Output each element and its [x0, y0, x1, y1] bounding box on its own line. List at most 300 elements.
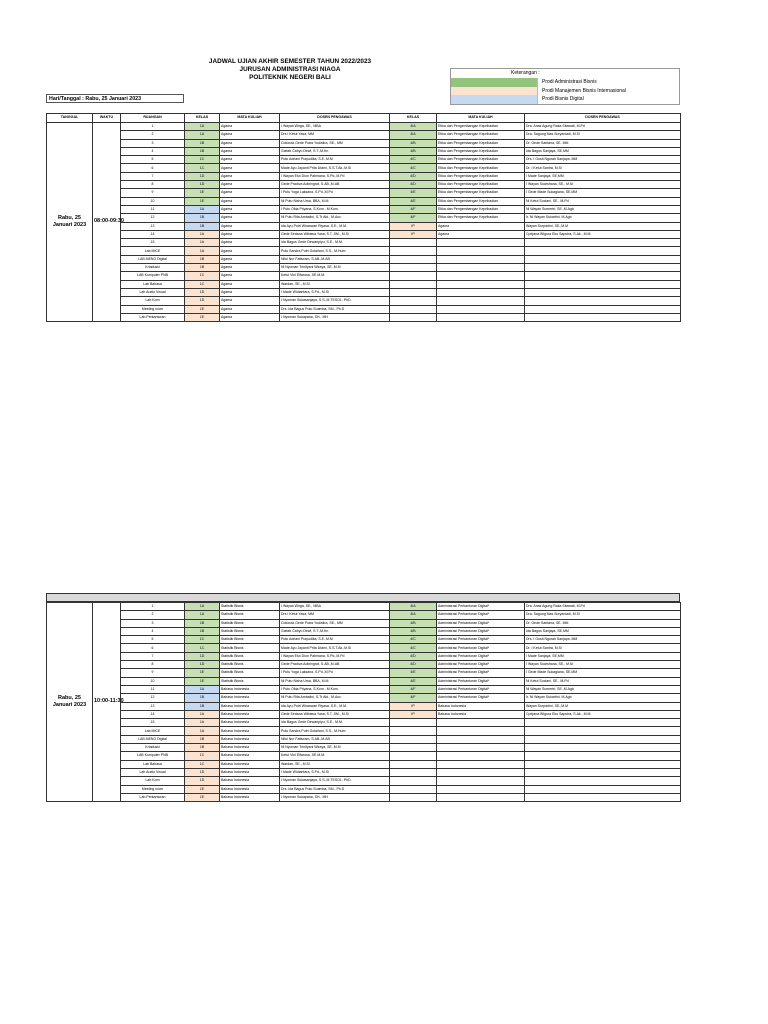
- dosen-cell: Ida Bagus Gede Dewanpiyu, S.E., M.M.: [280, 239, 390, 247]
- table-row: [47, 685, 681, 693]
- dosen-cell: Drs. Ida Bagus Putu Suamba, SM., Ph.D: [280, 305, 390, 313]
- mata-kuliah-cell-2: Etika dan Pengembangan Kepribadian: [437, 131, 525, 139]
- mata-kuliah-cell-2: [437, 752, 525, 760]
- mata-kuliah-cell-2: Bahasa Indonesia: [437, 702, 525, 710]
- kelas-cell: 1E: [185, 793, 220, 801]
- mata-kuliah-cell-2: Agama: [437, 222, 525, 230]
- mata-kuliah-cell: Agama: [220, 272, 280, 280]
- dosen-cell-2: [525, 247, 681, 255]
- mata-kuliah-cell-2: [437, 785, 525, 793]
- dosen-cell-2: Dra. Sagung Mas Suryaniadi, M.Si: [525, 611, 681, 619]
- dosen-cell-2: [525, 768, 681, 776]
- mata-kuliah-cell-2: Etika dan Pengembangan Kepribadian: [437, 147, 525, 155]
- table-row: [47, 255, 681, 263]
- table-row: [47, 752, 681, 760]
- dosen-cell: Ni Putu Rita Ambalini, S.Tr.Akt., M.Acc.: [280, 694, 390, 702]
- room-cell: Kriaduski: [121, 264, 185, 272]
- mata-kuliah-cell-2: Administrasi Perkantoran Digital*: [437, 661, 525, 669]
- table-row: [47, 760, 681, 768]
- kelas-cell-2: 4/F: [390, 694, 437, 702]
- kelas-cell-2: IP: [390, 702, 437, 710]
- room-cell: 8: [121, 181, 185, 189]
- mata-kuliah-cell: Bahasa Indonesia: [220, 793, 280, 801]
- room-cell: 4: [121, 627, 185, 635]
- kelas-cell: 1C: [185, 156, 220, 164]
- mata-kuliah-cell-2: [437, 280, 525, 288]
- room-cell: Lab Bahasa: [121, 760, 185, 768]
- kelas-cell: 1A: [185, 719, 220, 727]
- room-cell: Lab Audio Visual: [121, 768, 185, 776]
- room-cell: Lab MICE: [121, 727, 185, 735]
- room-cell: 12: [121, 214, 185, 222]
- dosen-cell-2: I Made Sanjaya, SE,MM: [525, 172, 681, 180]
- dosen-cell: I Wayan Wirga, SE., MBA: [280, 123, 390, 131]
- dosen-cell: Made Ayu Jayanti Prita Utami, S.S.T.Ak.,M.Si: [280, 164, 390, 172]
- dosen-cell-2: Dr. I Ketut Santra, M.Si: [525, 644, 681, 652]
- dosen-cell: Ni Nyoman Trinityani Wiraya, SE.,M.M: [280, 744, 390, 752]
- dosen-cell: Putu Adriani Prayudika, S.E.,M.M: [280, 636, 390, 644]
- dosen-cell: Ida Ayu Putri Wiraswari Riyasa, S.E., M.M.: [280, 702, 390, 710]
- table-row: [47, 264, 681, 272]
- mata-kuliah-cell-2: Etika dan Pengembangan Kepribadian: [437, 139, 525, 147]
- room-cell: Lab Perkantoran: [121, 793, 185, 801]
- mata-kuliah-cell-2: Etika dan Pengembangan Kepribadian: [437, 189, 525, 197]
- mata-kuliah-cell-2: Administrasi Perkantoran Digital*: [437, 611, 525, 619]
- kelas-cell: 1B: [185, 702, 220, 710]
- kelas-cell: 1A: [185, 710, 220, 718]
- mata-kuliah-cell-2: [437, 305, 525, 313]
- legend-label: Prodi Bisnis Digital: [537, 95, 584, 104]
- header-line-2: JURUSAN ADMINISTRASI NIAGA: [239, 66, 341, 73]
- table-row: [47, 727, 681, 735]
- mata-kuliah-cell-2: Administrasi Perkantoran Digital*: [437, 677, 525, 685]
- mata-kuliah-cell: Agama: [220, 288, 280, 296]
- mata-kuliah-cell: Agama: [220, 181, 280, 189]
- kelas-cell: 1E: [185, 305, 220, 313]
- mata-kuliah-cell: Bahasa Indonesia: [220, 719, 280, 727]
- room-cell: 14: [121, 230, 185, 238]
- mata-kuliah-cell-2: Etika dan Pengembangan Kepribadian: [437, 164, 525, 172]
- mata-kuliah-cell: Agama: [220, 189, 280, 197]
- kelas-cell: 1A: [185, 123, 220, 131]
- dosen-cell-2: Drs. I Gusti Ngurah Sanjaya, MM: [525, 156, 681, 164]
- mata-kuliah-cell-2: Etika dan Pengembangan Kepribadian: [437, 181, 525, 189]
- mata-kuliah-cell: Agama: [220, 280, 280, 288]
- mata-kuliah-cell: Agama: [220, 264, 280, 272]
- dosen-cell: I Putu Okta Priyana, S.Kom., M.Kom.: [280, 685, 390, 693]
- table-row: [47, 156, 681, 164]
- kelas-cell-2: [390, 288, 437, 296]
- room-cell: 5: [121, 636, 185, 644]
- table-row: [47, 305, 681, 313]
- mata-kuliah-cell-2: Etika dan Pengembangan Kepribadian: [437, 172, 525, 180]
- dosen-cell: I Nyoman Sukasanjaya, S.S.,M.TESOL, PhD.: [280, 297, 390, 305]
- mata-kuliah-cell-2: [437, 247, 525, 255]
- table-row: [47, 702, 681, 710]
- kelas-cell: 1C: [185, 636, 220, 644]
- table-row: [47, 288, 681, 296]
- room-cell: 1: [121, 603, 185, 611]
- room-cell: Lab Bahasa: [121, 280, 185, 288]
- room-cell: Lab Audio Visual: [121, 288, 185, 296]
- dosen-cell-2: Ida Bagus Sanjaya, SE,MM: [525, 627, 681, 635]
- kelas-cell-2: 4/B: [390, 619, 437, 627]
- table-row: [47, 230, 681, 238]
- kelas-cell-2: [390, 793, 437, 801]
- room-cell: 4: [121, 147, 185, 155]
- kelas-cell: 1B: [185, 264, 220, 272]
- date-cell: Rabu, 25 Januari 2023: [47, 123, 93, 322]
- mata-kuliah-cell-2: [437, 264, 525, 272]
- mata-kuliah-cell: Agama: [220, 247, 280, 255]
- kelas-cell-2: [390, 777, 437, 785]
- mata-kuliah-cell-2: Etika dan Pengembangan Kepribadian: [437, 205, 525, 213]
- kelas-cell-2: [390, 727, 437, 735]
- legend-label: Prodi Manajemen Bisnis Internasional: [537, 87, 626, 96]
- table-row: [47, 297, 681, 305]
- kelas-cell: 1D: [185, 181, 220, 189]
- room-cell: 1: [121, 123, 185, 131]
- dosen-cell-2: [525, 785, 681, 793]
- dosen-cell-2: Ir. Ni Wayan Sukartini, M.Agb: [525, 694, 681, 702]
- table-row: [47, 189, 681, 197]
- dosen-cell: Ni Putu Nisha Uma, BBA, M.M.: [280, 677, 390, 685]
- mata-kuliah-cell: Bahasa Indonesia: [220, 727, 280, 735]
- table-row: [47, 603, 681, 611]
- mata-kuliah-cell: Statistik Bisnis: [220, 669, 280, 677]
- mata-kuliah-cell: Agama: [220, 156, 280, 164]
- kelas-cell-2: [390, 785, 437, 793]
- kelas-cell: 1A: [185, 131, 220, 139]
- table-row: [47, 139, 681, 147]
- room-cell: 7: [121, 172, 185, 180]
- mata-kuliah-cell: Statistik Bisnis: [220, 677, 280, 685]
- table-row: [47, 652, 681, 660]
- mata-kuliah-cell: Agama: [220, 164, 280, 172]
- legend-item: [450, 87, 680, 96]
- mata-kuliah-cell: Bahasa Indonesia: [220, 760, 280, 768]
- dosen-cell: Gede Pradiva Adiningrat, S.AB.,M.AB: [280, 181, 390, 189]
- kelas-cell: 1E: [185, 189, 220, 197]
- kelas-cell: 1B: [185, 619, 220, 627]
- dosen-cell: I Wayan Wirga, SE., MBA: [280, 603, 390, 611]
- mata-kuliah-cell: Statistik Bisnis: [220, 603, 280, 611]
- column-header: TANGGAL: [47, 114, 93, 123]
- room-cell: 7: [121, 652, 185, 660]
- mata-kuliah-cell-2: Administrasi Perkantoran Digital*: [437, 603, 525, 611]
- kelas-cell-2: 4/C: [390, 156, 437, 164]
- dosen-cell-2: [525, 280, 681, 288]
- mata-kuliah-cell: Agama: [220, 297, 280, 305]
- table-row: [47, 719, 681, 727]
- dosen-cell: Putu Sandra Putri Golariani, S.S., M.Hum.: [280, 727, 390, 735]
- mata-kuliah-cell: Statistik Bisnis: [220, 644, 280, 652]
- dosen-cell-2: I Wayan Suarshana, SE., M.M: [525, 661, 681, 669]
- mata-kuliah-cell-2: [437, 719, 525, 727]
- legend-swatch: [451, 95, 537, 104]
- table-row: [47, 123, 681, 131]
- dosen-cell: Putu Adriani Prayudika, S.E.,M.M: [280, 156, 390, 164]
- dosen-cell: Ketut Vini Elfarosa, SE.M.M.: [280, 272, 390, 280]
- room-cell: 14: [121, 710, 185, 718]
- mata-kuliah-cell: Agama: [220, 214, 280, 222]
- room-cell: 6: [121, 164, 185, 172]
- kelas-cell: 1A: [185, 205, 220, 213]
- kelas-cell-2: 4/F: [390, 214, 437, 222]
- kelas-cell-2: 4/D: [390, 181, 437, 189]
- mata-kuliah-cell-2: [437, 777, 525, 785]
- legend-item: [450, 95, 680, 105]
- room-cell: 11: [121, 685, 185, 693]
- room-cell: LAB Komputer PNB: [121, 272, 185, 280]
- dosen-cell-2: [525, 264, 681, 272]
- mata-kuliah-cell: Bahasa Indonesia: [220, 702, 280, 710]
- mata-kuliah-cell: Statistik Bisnis: [220, 636, 280, 644]
- dosen-cell-2: I Gede Made Sukagiana, SE,MM: [525, 669, 681, 677]
- mata-kuliah-cell-2: Etika dan Pengembangan Kepribadian: [437, 214, 525, 222]
- kelas-cell-2: [390, 735, 437, 743]
- dosen-cell-2: Ni Ketut Suciani, SE., M.Pd: [525, 197, 681, 205]
- room-cell: LAB MENO Digital: [121, 255, 185, 263]
- room-cell: 12: [121, 694, 185, 702]
- dosen-cell: Gabek Cahyo Dewi, S.T.,M.Kn: [280, 627, 390, 635]
- kelas-cell-2: 4/A: [390, 603, 437, 611]
- room-cell: Lab Kom: [121, 297, 185, 305]
- dosen-cell-2: Wayan Surpartini, SE.,M.M: [525, 222, 681, 230]
- dosen-cell-2: Drs. I Gusti Ngurah Sanjaya, MM: [525, 636, 681, 644]
- mata-kuliah-cell-2: [437, 288, 525, 296]
- mata-kuliah-cell: Agama: [220, 239, 280, 247]
- dosen-cell: Ketut Vini Elfarosa, SE.M.M.: [280, 752, 390, 760]
- dosen-cell-2: Ni Wayan Sumertri, SE.,M.Agb: [525, 205, 681, 213]
- kelas-cell: 1C: [185, 280, 220, 288]
- header-line-1: JADWAL UJIAN AKHIR SEMESTER TAHUN 2022/2023: [208, 58, 372, 65]
- table-row: [47, 131, 681, 139]
- kelas-cell: 1B: [185, 627, 220, 635]
- dosen-cell: I Nyoman Sukapana, SH., MH: [280, 793, 390, 801]
- mata-kuliah-cell-2: [437, 735, 525, 743]
- table-row: [47, 768, 681, 776]
- column-header: DOSEN PENGAWAS: [525, 114, 681, 123]
- kelas-cell-2: IP: [390, 710, 437, 718]
- kelas-cell-2: 4/C: [390, 644, 437, 652]
- legend-label: Prodi Administrasi Bisnis: [537, 78, 597, 87]
- kelas-cell-2: [390, 297, 437, 305]
- room-cell: 6: [121, 644, 185, 652]
- dosen-cell: Gede Pradiva Adiningrat, S.AB.,M.AB: [280, 661, 390, 669]
- room-cell: LAB MENO Digital: [121, 735, 185, 743]
- mata-kuliah-cell: Bahasa Indonesia: [220, 768, 280, 776]
- mata-kuliah-cell: Agama: [220, 139, 280, 147]
- mata-kuliah-cell-2: Administrasi Perkantoran Digital*: [437, 669, 525, 677]
- kelas-cell-2: [390, 752, 437, 760]
- mata-kuliah-cell-2: [437, 727, 525, 735]
- room-cell: 2: [121, 131, 185, 139]
- mata-kuliah-cell: Statistik Bisnis: [220, 627, 280, 635]
- kelas-cell: 1B: [185, 735, 220, 743]
- dosen-cell-2: Dra. Anak Agung Raka Sitawati, M.Pd: [525, 123, 681, 131]
- dosen-cell-2: Ni Wayan Sumertri, SE.,M.Agb: [525, 685, 681, 693]
- dosen-cell-2: Ir. Ni Wayan Sukartini, M.Agb: [525, 214, 681, 222]
- dosen-cell: I Nyoman Sukapana, SH., MH: [280, 313, 390, 321]
- table-row: [47, 644, 681, 652]
- dosen-cell: Wardan, SE., M.Si: [280, 760, 390, 768]
- mata-kuliah-cell: Agama: [220, 305, 280, 313]
- column-header: MATA KULIAH: [220, 114, 280, 123]
- dosen-cell: I Made Widiantara, S.Pd., M.Si: [280, 768, 390, 776]
- kelas-cell-2: [390, 305, 437, 313]
- mata-kuliah-cell: Bahasa Indonesia: [220, 694, 280, 702]
- room-cell: Kriaduski: [121, 744, 185, 752]
- dosen-cell: Drs I Ketut Yasa, MM: [280, 131, 390, 139]
- mata-kuliah-cell: Bahasa Indonesia: [220, 744, 280, 752]
- room-cell: Lab MICE: [121, 247, 185, 255]
- kelas-cell: 1E: [185, 669, 220, 677]
- mata-kuliah-cell-2: [437, 297, 525, 305]
- table-row: [47, 785, 681, 793]
- kelas-cell: 1C: [185, 644, 220, 652]
- dosen-cell-2: Ni Ketut Suciani, SE., M.Pd: [525, 677, 681, 685]
- kelas-cell-2: IP: [390, 230, 437, 238]
- kelas-cell: 1B: [185, 694, 220, 702]
- dosen-cell-2: Dra. Anak Agung Raka Sitawati, M.Pd: [525, 603, 681, 611]
- kelas-cell: 1C: [185, 164, 220, 172]
- room-cell: 10: [121, 677, 185, 685]
- kelas-cell-2: [390, 264, 437, 272]
- dosen-cell: I Wayan Eko Dion Pahmana, S.Pd.,M.Pd: [280, 652, 390, 660]
- dosen-cell-2: [525, 719, 681, 727]
- table-row: [47, 636, 681, 644]
- dosen-cell: Drs I Ketut Yasa, MM: [280, 611, 390, 619]
- dosen-cell-2: [525, 272, 681, 280]
- kelas-cell-2: [390, 744, 437, 752]
- room-cell: Meeting room: [121, 305, 185, 313]
- mata-kuliah-cell: Bahasa Indonesia: [220, 710, 280, 718]
- dosen-cell: Cokorda Gede Putra Yudistira, SE., MM: [280, 139, 390, 147]
- table-row: [47, 619, 681, 627]
- kelas-cell-2: 4/A: [390, 611, 437, 619]
- dosen-cell-2: Cpejana Wigura Eko Saputra, S.Ak., M.M.: [525, 710, 681, 718]
- mata-kuliah-cell: Statistik Bisnis: [220, 619, 280, 627]
- room-cell: 8: [121, 661, 185, 669]
- mata-kuliah-cell-2: [437, 744, 525, 752]
- kelas-cell-2: IP: [390, 222, 437, 230]
- schedule-table-session-2: [46, 602, 681, 802]
- room-cell: 3: [121, 139, 185, 147]
- mata-kuliah-cell-2: Administrasi Perkantoran Digital*: [437, 619, 525, 627]
- kelas-cell: 1E: [185, 313, 220, 321]
- mata-kuliah-cell: Agama: [220, 255, 280, 263]
- table-row: [47, 627, 681, 635]
- table-row: [47, 147, 681, 155]
- dosen-cell: Ni Nyoman Trinityani Wiraya, SE.,M.M: [280, 264, 390, 272]
- kelas-cell: 1B: [185, 139, 220, 147]
- kelas-cell-2: 4/D: [390, 172, 437, 180]
- table-row: [47, 313, 681, 321]
- kelas-cell-2: 4/C: [390, 636, 437, 644]
- dosen-cell: I Nyoman Sukasanjaya, S.S.,M.TESOL, PhD.: [280, 777, 390, 785]
- mata-kuliah-cell-2: Etika dan Pengembangan Kepribadian: [437, 156, 525, 164]
- mata-kuliah-cell-2: [437, 255, 525, 263]
- mata-kuliah-cell-2: [437, 239, 525, 247]
- dosen-cell: Gede Sedana Wibawa Yasa, S.T.,SM., M.Si: [280, 710, 390, 718]
- dosen-cell: I Putu Yoga Laksana, S.Pd.,M.Pd: [280, 189, 390, 197]
- kelas-cell: 1D: [185, 288, 220, 296]
- kelas-cell-2: [390, 247, 437, 255]
- dosen-cell-2: [525, 727, 681, 735]
- header-line-3: POLITEKNIK NEGERI BALI: [249, 74, 331, 81]
- legend-item: [450, 78, 680, 87]
- room-cell: 11: [121, 205, 185, 213]
- column-header: MATA KULIAH: [437, 114, 525, 123]
- dosen-cell-2: I Gede Made Sukagiana, SE,MM: [525, 189, 681, 197]
- kelas-cell-2: 4/E: [390, 669, 437, 677]
- kelas-cell: 1D: [185, 652, 220, 660]
- dosen-cell: Ida Bagus Gede Dewanpiyu, S.E., M.M.: [280, 719, 390, 727]
- column-header: KELAS: [390, 114, 437, 123]
- table-row: [47, 205, 681, 213]
- mata-kuliah-cell: Agama: [220, 172, 280, 180]
- kelas-cell-2: 4/E: [390, 189, 437, 197]
- mata-kuliah-cell-2: Bahasa Indonesia: [437, 710, 525, 718]
- kelas-cell-2: 4/B: [390, 139, 437, 147]
- dosen-cell: Putu Sandra Putri Golariani, S.S., M.Hum.: [280, 247, 390, 255]
- kelas-cell-2: [390, 760, 437, 768]
- dosen-cell: Drs. Ida Bagus Putu Suamba, SM., Ph.D: [280, 785, 390, 793]
- table-row: [47, 247, 681, 255]
- table-row: [47, 172, 681, 180]
- kelas-cell: 1A: [185, 247, 220, 255]
- dosen-cell: Gede Sedana Wibawa Yasa, S.T.,SM., M.Si: [280, 230, 390, 238]
- mata-kuliah-cell-2: Etika dan Pengembangan Kepribadian: [437, 197, 525, 205]
- dosen-cell-2: [525, 305, 681, 313]
- time-cell: 08:00-09:30: [93, 123, 121, 322]
- kelas-cell-2: 4/B: [390, 627, 437, 635]
- mata-kuliah-cell-2: Agama: [437, 230, 525, 238]
- table-row: [47, 280, 681, 288]
- dosen-cell-2: [525, 288, 681, 296]
- column-header: RUANGAN: [121, 114, 185, 123]
- mata-kuliah-cell-2: Administrasi Perkantoran Digital*: [437, 636, 525, 644]
- kelas-cell: 1B: [185, 147, 220, 155]
- dosen-cell: I Made Widiantara, S.Pd., M.Si: [280, 288, 390, 296]
- mata-kuliah-cell: Statistik Bisnis: [220, 611, 280, 619]
- dosen-cell-2: [525, 297, 681, 305]
- hari-tanggal: Hari/Tanggal : Rabu, 25 Januari 2023: [46, 94, 184, 103]
- table-row: [47, 197, 681, 205]
- kelas-cell: 1D: [185, 661, 220, 669]
- kelas-cell: 1A: [185, 611, 220, 619]
- mata-kuliah-cell-2: [437, 272, 525, 280]
- section-divider-bar: [46, 593, 680, 602]
- mata-kuliah-cell: Agama: [220, 147, 280, 155]
- dosen-cell-2: [525, 744, 681, 752]
- room-cell: 10: [121, 197, 185, 205]
- mata-kuliah-cell: Bahasa Indonesia: [220, 785, 280, 793]
- mata-kuliah-cell: Agama: [220, 123, 280, 131]
- mata-kuliah-cell-2: [437, 793, 525, 801]
- room-cell: 9: [121, 189, 185, 197]
- kelas-cell: 1A: [185, 685, 220, 693]
- table-row: [47, 661, 681, 669]
- kelas-cell: 1C: [185, 760, 220, 768]
- room-cell: 15: [121, 239, 185, 247]
- kelas-cell: 1A: [185, 239, 220, 247]
- kelas-cell: 1B: [185, 222, 220, 230]
- table-row: [47, 214, 681, 222]
- dosen-cell: I Putu Yoga Laksana, S.Pd.,M.Pd: [280, 669, 390, 677]
- kelas-cell-2: 4/A: [390, 131, 437, 139]
